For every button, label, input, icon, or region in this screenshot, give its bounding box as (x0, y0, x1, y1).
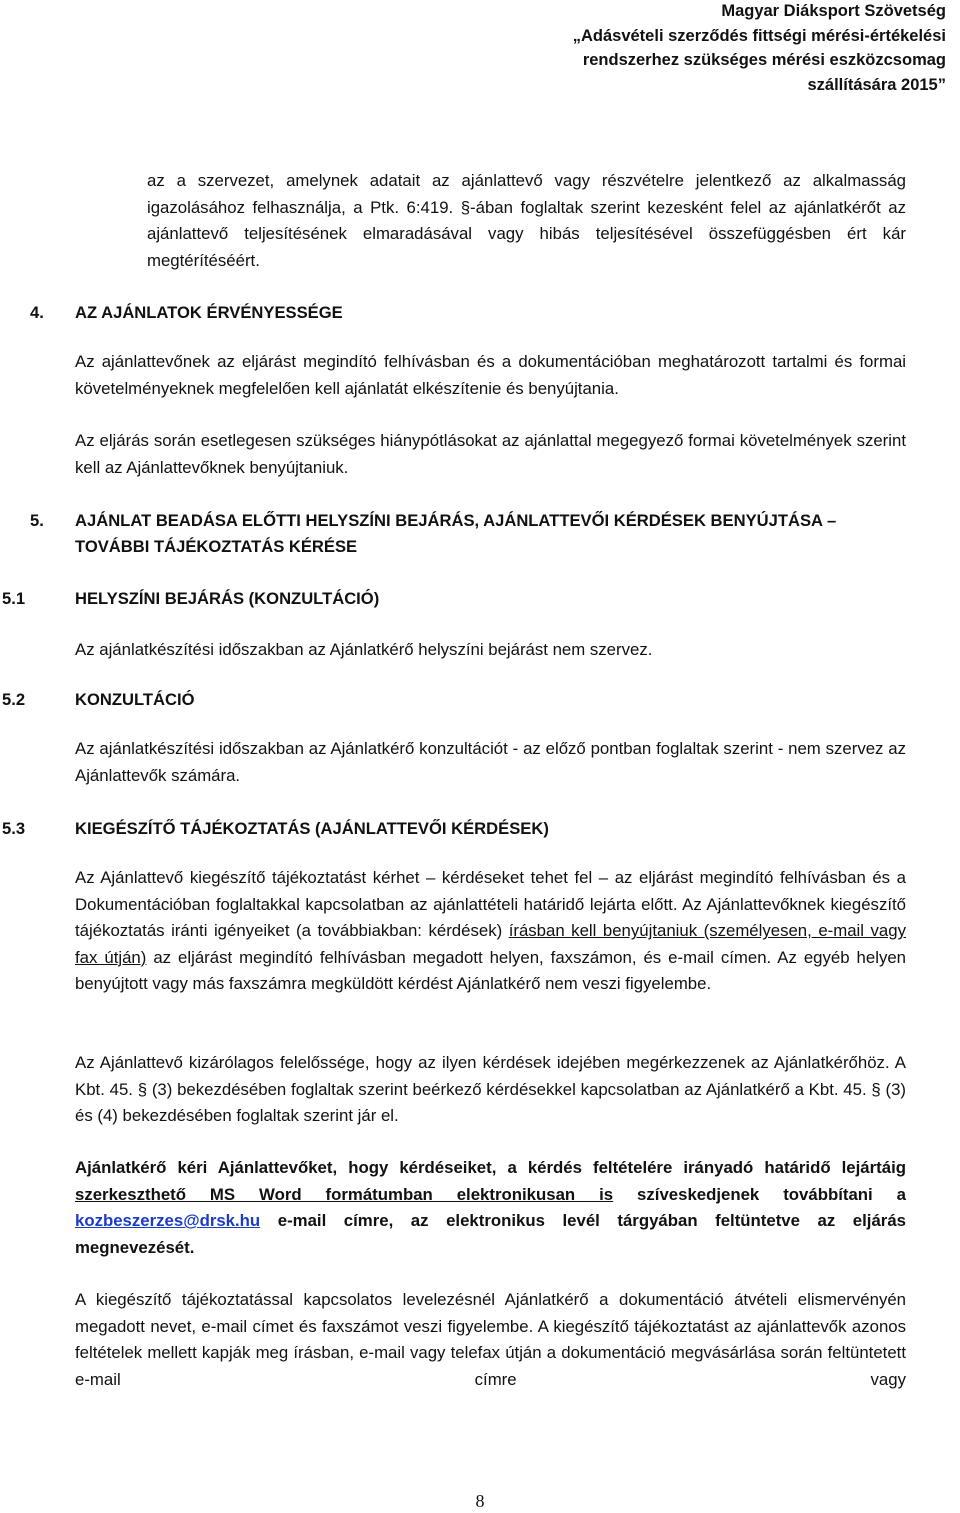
section-5-title-line1: AJÁNLAT BEADÁSA ELŐTTI HELYSZÍNI BEJÁRÁS, AJÁNLATTEVŐI KÉRDÉSEK BENYÚJTÁSA – (75, 511, 837, 530)
section-5-3-title: KIEGÉSZÍTŐ TÁJÉKOZTATÁS (AJÁNLATTEVŐI KÉRDÉSEK) (75, 819, 549, 838)
header-title-line3: szállítására 2015” (807, 75, 946, 94)
section-5-3-paragraph-3-middle: szíveskedjenek továbbítani a (613, 1184, 906, 1204)
section-5-2-paragraph: Az ajánlatkészítési időszakban az Ajánlatkérő konzultációt - az előző pontban foglaltak szerint - nem szervez az Ajánlattevők számára. (75, 739, 906, 785)
header-title-line2: rendszerhez szükséges mérési eszközcsomag (582, 51, 946, 69)
page-number: 8 (475, 1491, 485, 1511)
intro-paragraph: az a szervezet, amelynek adatait az ajánlattevő vagy részvételre jelentkező az alkalmasság igazolásához felhasználja, a Ptk. 6:419. §-ában foglaltak szerint kezesként felel az ajánlatkérőt az ajánlattevő teljesítésének elmaradásával vagy hibás teljesítésével összefüggésben ért kár megtérítéséért. (147, 171, 906, 270)
section-5-3-paragraph-3-end: e-mail címre, az elektronikus levél tárgyában feltüntetve az eljárás megnevezését. (75, 1211, 906, 1257)
page-header (386, 0, 946, 97)
section-5-2-heading (0, 687, 960, 714)
section-5-1-paragraph: Az ajánlatkészítési időszakban az Ajánlatkérő helyszíni bejárást nem szervez. (75, 640, 653, 659)
section-4-number: 4. (30, 303, 44, 322)
section-5-title-line2: TOVÁBBI TÁJÉKOZTATÁS KÉRÉSE (75, 537, 358, 556)
section-5-3-heading (0, 816, 960, 843)
section-5-1-heading (0, 586, 960, 613)
section-5-3-paragraph-4: A kiegészítő tájékoztatással kapcsolatos levelezésnél Ajánlatkérő a dokumentáció átvételi elismervényén megadott nevet, e-mail címet és faxszámot veszi figyelembe. A kiegészítő tájékoztatást az ajánlattevők azonos feltételek mellett kapják meg írásban, e-mail vagy telefax útján a dokumentáció megvásárlása során feltüntetett e-mail címre vagy (75, 1290, 906, 1389)
section-5-2-number: 5.2 (2, 690, 26, 709)
section-5-3-paragraph-1 (75, 865, 906, 998)
email-link[interactable]: kozbeszerzes@drsk.hu (75, 1211, 261, 1231)
section-5-3-submission-method: írásban kell benyújtaniuk (személyesen, e-mail vagy fax útján) (75, 921, 906, 967)
section-5-3-word-format: szerkeszthető MS Word formátumban elektronikusan is (75, 1184, 614, 1204)
header-organization: Magyar Diáksport Szövetség (721, 2, 946, 20)
section-4-paragraph-1: Az ajánlattevőnek az eljárást megindító felhívásban és a dokumentációban meghatározott tartalmi és formai követelményeknek megfelelően kell ajánlatát elkészítenie és benyújtania. (75, 352, 906, 398)
section-5-3-number: 5.3 (2, 819, 26, 838)
section-5-heading (0, 508, 960, 562)
section-4-paragraph-2: Az eljárás során esetlegesen szükséges hiánypótlásokat az ajánlattal megegyező formai követelmények szerint kell az Ajánlattevőknek benyújtaniuk. (75, 431, 906, 477)
section-5-3-paragraph-1-start: Az Ajánlattevő kiegészítő tájékoztatást kérhet – kérdéseket tehet fel – az eljárást megindító felhívásban és a Dokumentációban foglaltakkal kapcsolatban az ajánlattételi határidő lejárta előtt. Az Ajánlattevőknek kiegészítő tájékoztatás iránti igényeiket (a továbbiakban: kérdések) (75, 868, 906, 941)
section-4-title: AZ AJÁNLATOK ÉRVÉNYESSÉGE (75, 303, 343, 322)
section-5-2-title: KONZULTÁCIÓ (75, 690, 195, 709)
section-5-3-paragraph-3 (75, 1155, 906, 1261)
section-5-3-paragraph-3-start: Ajánlatkérő kéri Ajánlattevőket, hogy kérdéseiket, a kérdés feltételére irányadó határidő lejártáig (75, 1158, 906, 1177)
header-title-line1: „Adásvételi szerződés fittségi mérési-értékelési (572, 26, 946, 45)
section-4-heading (0, 300, 960, 327)
section-5-number: 5. (30, 511, 44, 530)
section-5-3-paragraph-2: Az Ajánlattevő kizárólagos felelőssége, hogy az ilyen kérdések idejében megérkezzenek az Ajánlatkérőhöz. A Kbt. 45. § (3) bekezdésében foglaltak szerint beérkező kérdésekkel kapcsolatban az Ajánlatkérő a Kbt. 45. § (3) és (4) bekezdésében foglaltak szerint jár el. (75, 1053, 906, 1126)
section-5-1-title: HELYSZÍNI BEJÁRÁS (KONZULTÁCIÓ) (75, 589, 380, 608)
section-5-1-number: 5.1 (2, 589, 26, 608)
section-5-3-paragraph-1-end: az eljárást megindító felhívásban megadott helyen, faxszámon, és e-mail címen. Az egyéb helyen benyújtott vagy más faxszámra megküldött kérdést Ajánlatkérő nem veszi figyelembe. (75, 947, 907, 994)
